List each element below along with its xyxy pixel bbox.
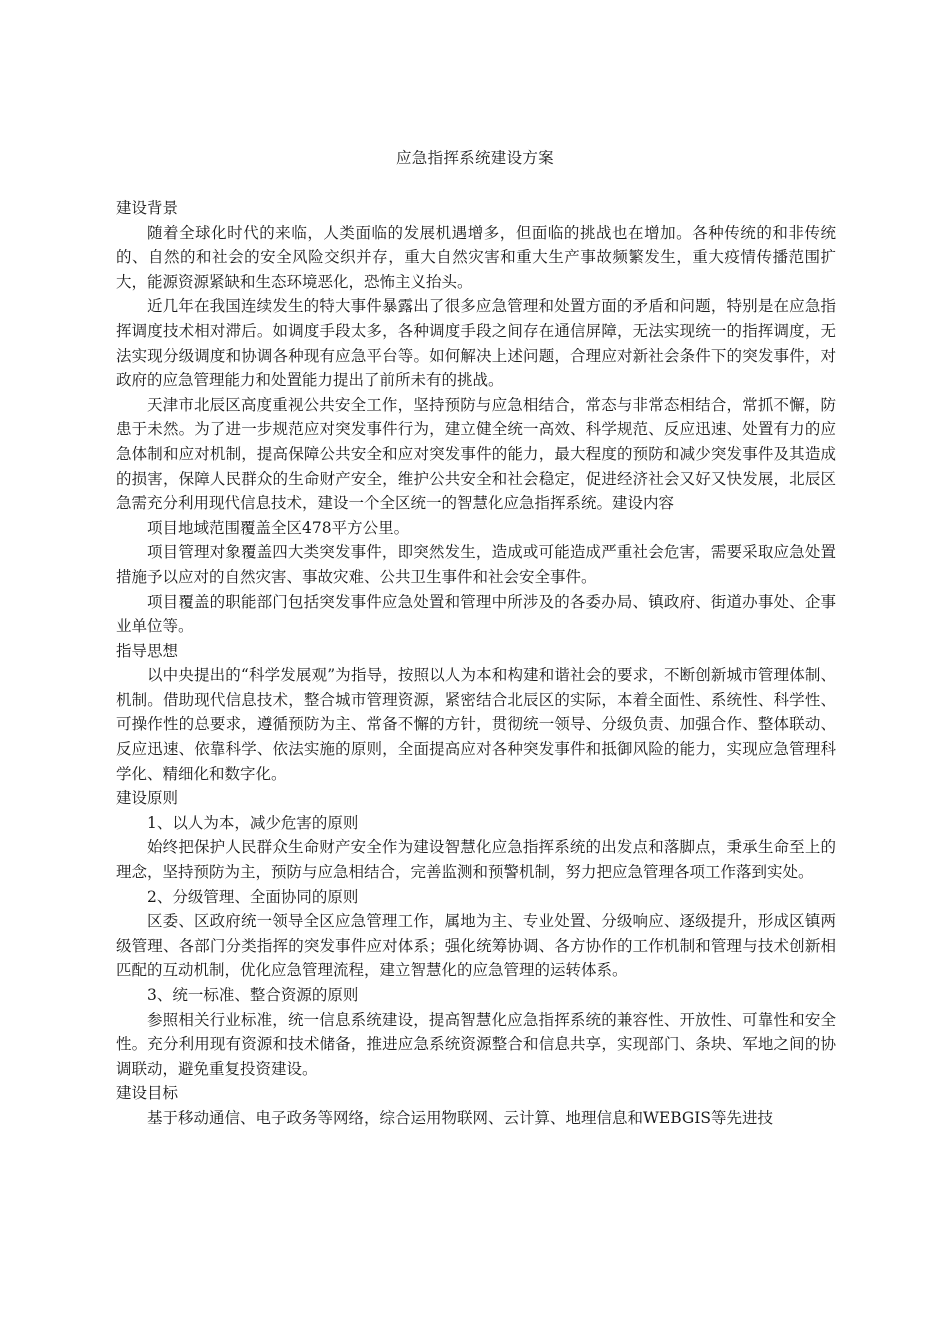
document-title: 应急指挥系统建设方案 [395, 149, 554, 167]
paragraph: 区委、区政府统一领导全区应急管理工作，属地为主、专业处置、分级响应、逐级提升，形成区镇两级管理、各部门分类指挥的突发事件应对体系；强化统筹协调、各方协作的工作机制和管理与技术创新相匹配的互动机制，优化应急管理流程，建立智慧化的应急管理的运转体系。 [116, 912, 836, 980]
paragraph: 随着全球化时代的来临，人类面临的发展机遇增多，但面临的挑战也在增加。各种传统的和非传统的、自然的和社会的安全风险交织并存，重大自然灾害和重大生产事故频繁发生，重大疫情传播范围扩大，能源资源紧缺和生态环境恶化，恐怖主义抬头。 [116, 223, 836, 291]
section-heading-goals: 建设目标 [116, 1084, 179, 1103]
principle-title: 3、统一标准、整合资源的原则 [147, 986, 359, 1004]
section-heading-guide: 指导思想 [116, 641, 179, 660]
paragraph: 基于移动通信、电子政务等网络，综合运用物联网、云计算、地理信息和WEBGIS等先进技 [147, 1108, 774, 1127]
principle-title: 1、以人为本，减少危害的原则 [147, 813, 359, 832]
paragraph: 近几年在我国连续发生的特大事件暴露出了很多应急管理和处置方面的矛盾和问题，特别是在应急指挥调度技术相对滞后。如调度手段太多，各种调度手段之间存在通信屏障，无法实现统一的指挥调度，无法实现分级调度和协调各种现有应急平台等。如何解决上述问题，合理应对新社会条件下的突发事件，对政府的应急管理能力和处置能力提出了前所未有的挑战。 [116, 297, 836, 390]
paragraph: 始终把保护人民群众生命财产安全作为建设智慧化应急指挥系统的出发点和落脚点，秉承生命至上的理念，坚持预防为主，预防与应急相结合，完善监测和预警机制，努力把应急管理各项工作落到实处。 [116, 838, 836, 882]
paragraph: 天津市北辰区高度重视公共安全工作，坚持预防与应急相结合，常态与非常态相结合，常抓不懈，防患于未然。为了进一步规范应对突发事件行为，建立健全统一高效、科学规范、反应迅速、处置有力的应急体制和应对机制，提高保障公共安全和应对突发事件的能力，最大程度的预防和减少突发事件及其造成的损害，保障人民群众的生命财产安全，维护公共安全和社会稳定，促进经济社会又好又快发展，北辰区急需充分利用现代信息技术，建设一个全区统一的智慧化应急指挥系统。建设内容 [116, 395, 836, 513]
document-body [116, 196, 836, 1131]
paragraph: 项目覆盖的职能部门包括突发事件应急处置和管理中所涉及的各委办局、镇政府、街道办事处、企事业单位等。 [116, 592, 836, 636]
section-heading-principles: 建设原则 [116, 789, 179, 808]
paragraph: 参照相关行业标准，统一信息系统建设，提高智慧化应急指挥系统的兼容性、开放性、可靠性和安全性。充分利用现有资源和技术储备，推进应急系统资源整合和信息共享，实现部门、条块、军地之间的协调联动，避免重复投资建设。 [116, 1010, 836, 1078]
paragraph: 以中央提出的“科学发展观”为指导，按照以人为本和构建和谐社会的要求，不断创新城市管理体制、机制。借助现代信息技术，整合城市管理资源，紧密结合北辰区的实际，本着全面性、系统性、科学性、可操作性的总要求，遵循预防为主、常备不懈的方针，贯彻统一领导、分级负责、加强合作、整体联动、反应迅速、依靠科学、依法实施的原则，全面提高应对各种突发事件和抵御风险的能力，实现应急管理科学化、精细化和数字化。 [116, 666, 836, 783]
principle-title: 2、分级管理、全面协同的原则 [147, 887, 359, 906]
paragraph: 项目管理对象覆盖四大类突发事件，即突然发生，造成或可能造成严重社会危害，需要采取应急处置措施予以应对的自然灾害、事故灾难、公共卫生事件和社会安全事件。 [116, 543, 836, 586]
paragraph: 项目地域范围覆盖全区478平方公里。 [147, 518, 410, 537]
section-heading-background: 建设背景 [116, 199, 179, 217]
